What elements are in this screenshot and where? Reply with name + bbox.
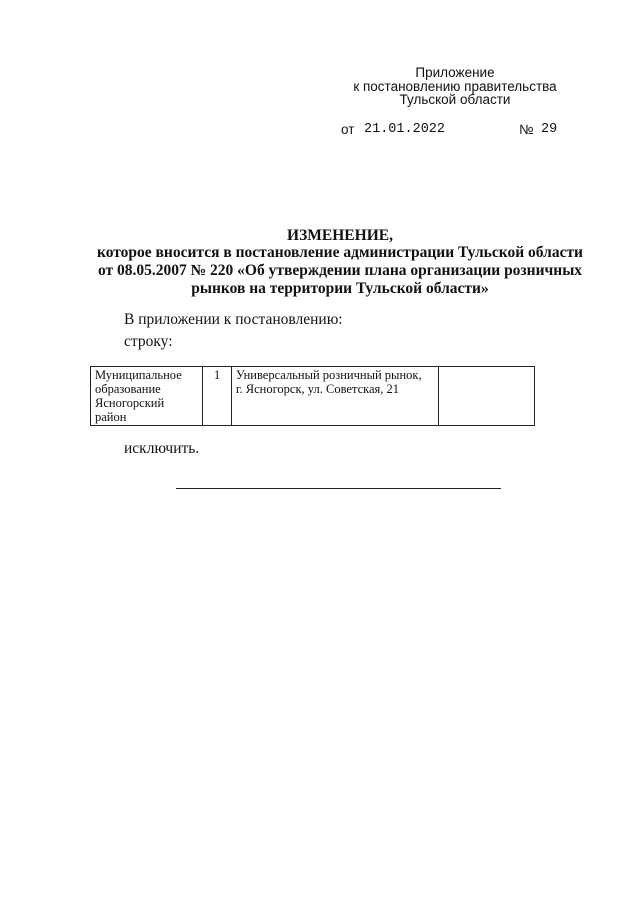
appendix-line: Тульской области (399, 92, 511, 107)
appendix-line: Приложение (415, 65, 495, 80)
cell-line: г. Ясногорск, ул. Советская, 21 (235, 382, 400, 396)
appendix-line: к постановлению правительства (353, 78, 557, 94)
intro-paragraph: В приложении к постановлению: (124, 311, 343, 328)
action-paragraph: исключить. (124, 440, 200, 457)
excluded-row-table (90, 366, 535, 426)
cell-line: Ясногорский (95, 396, 165, 410)
cell-line: образование (95, 382, 161, 396)
subtitle-line: рынков на территории Тульской области» (191, 280, 489, 297)
resolution-number: 29 (541, 122, 558, 137)
table-row (91, 367, 535, 426)
cell-line: район (95, 410, 127, 424)
municipality-cell (91, 367, 203, 426)
closing-rule (176, 488, 501, 489)
appendix-header (330, 66, 580, 107)
document-title: ИЗМЕНЕНИЕ, (287, 227, 393, 244)
subtitle-line: которое вносится в постановление администрации Тульской области (96, 244, 583, 261)
market-cell (231, 367, 439, 426)
empty-cell (439, 367, 535, 426)
date-prefix: от (341, 122, 355, 137)
index-cell: 1 (203, 367, 231, 426)
row-label: строку: (124, 333, 173, 350)
resolution-date: 21.01.2022 (364, 122, 446, 137)
cell-line: Муниципальное (95, 368, 182, 382)
number-prefix: № (519, 122, 534, 137)
document-subtitle (80, 244, 600, 298)
subtitle-line: от 08.05.2007 № 220 «Об утверждении плана организации розничных (97, 262, 583, 279)
cell-line: Универсальный розничный рынок, (235, 368, 422, 382)
